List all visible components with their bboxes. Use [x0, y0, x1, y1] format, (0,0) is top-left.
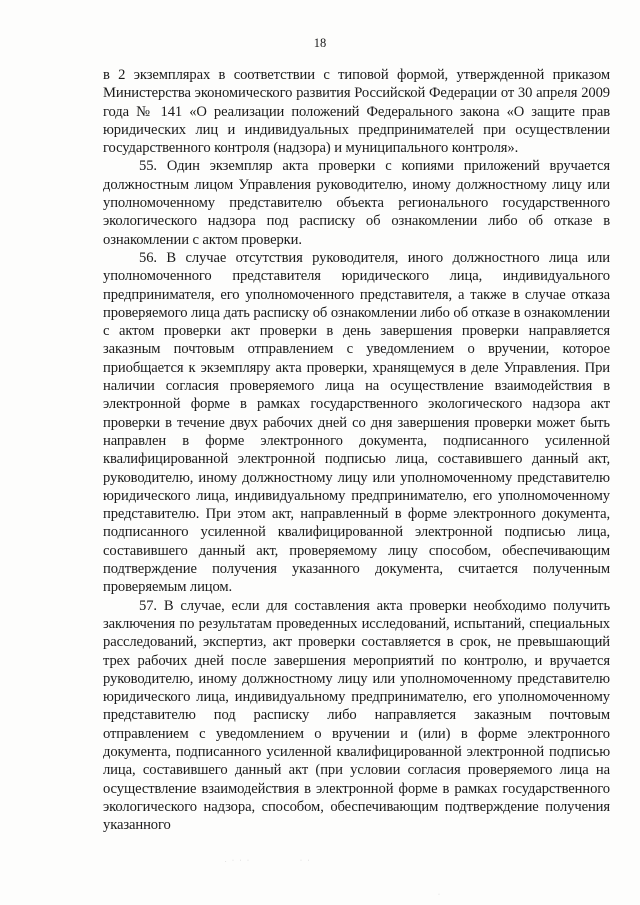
- page-number: 18: [313, 36, 327, 50]
- document-body: [103, 66, 610, 834]
- scan-artifact: . · · ·: [225, 858, 251, 864]
- paragraph-57: 57. В случае, если для составления акта проверки необходимо получить заключения по результатам проведенных исследований, испытаний, специальных расследований, экспертиз, акт проверки составляется в срок, не превышающий трех рабочих дней после завершения мероприятий по контролю, и вручается руководителю, иному должностному лицу или уполномоченному представителю юридического лица, индивидуальному предпринимателю, его уполномоченному представителю под расписку либо направляется заказным почтовым отправлением с уведомлением о вручении и (или) в форме электронного документа, подписанного усиленной квалифицированной электронной подписью лица, составившего данный акт (при условии согласия проверяемого лица на осуществление взаимодействия в электронной форме в рамках государственного экологического надзора, способом, обеспечивающим подтверждение получения указанного: [103, 597, 610, 834]
- paragraph-55: 55. Один экземпляр акта проверки с копиями приложений вручается должностным лицом Управления руководителю, иному должностному лицу или уполномоченному представителю объекта регионального государственного экологического надзора под расписку об ознакомлении либо об отказе в ознакомлении с актом проверки.: [103, 158, 610, 248]
- paragraph-56: 56. В случае отсутствия руководителя, иного должностного лица или уполномоченного представителя юридического лица, индивидуального предпринимателя, его уполномоченного представителя, а также в случае отказа проверяемого лица дать расписку об ознакомлении либо об отказе в ознакомлении с актом проверки акт проверки в день завершения проверки направляется заказным почтовым отправлением с уведомлением о вручении, которое приобщается к экземпляру акта проверки, хранящемуся в деле Управления. При наличии согласия проверяемого лица на осуществление взаимодействия в электронной форме в рамках государственного экологического надзора акт проверки в течение двух рабочих дней со дня завершения проверки может быть направлен в форме электронного документа, подписанного усиленной квалифицированной электронной подписью лица, составившего данный акт, руководителю, иному должностному лицу или уполномоченному представителю юридического лица, индивидуальному предпринимателю, его уполномоченному представителю. При этом акт, направленный в форме электронного документа, подписанного усиленной квалифицированной электронной подписью лица, составившего данный акт, проверяемому лицу способом, обеспечивающим подтверждение получения указанного документа, считается полученным проверяемым лицом.: [103, 249, 610, 596]
- scan-artifact: ·: [438, 892, 442, 898]
- paragraph-continuation: в 2 экземплярах в соответствии с типовой формой, утвержденной приказом Министерства экономического развития Российской Федерации от 30 апреля 2009 года № 141 «О реализации положений Федерального закона «О защите прав юридических лиц и индивидуальных предпринимателей при осуществлении государственного контроля (надзора) и муниципального контроля».: [103, 67, 610, 157]
- scan-artifact: · ·: [300, 858, 312, 864]
